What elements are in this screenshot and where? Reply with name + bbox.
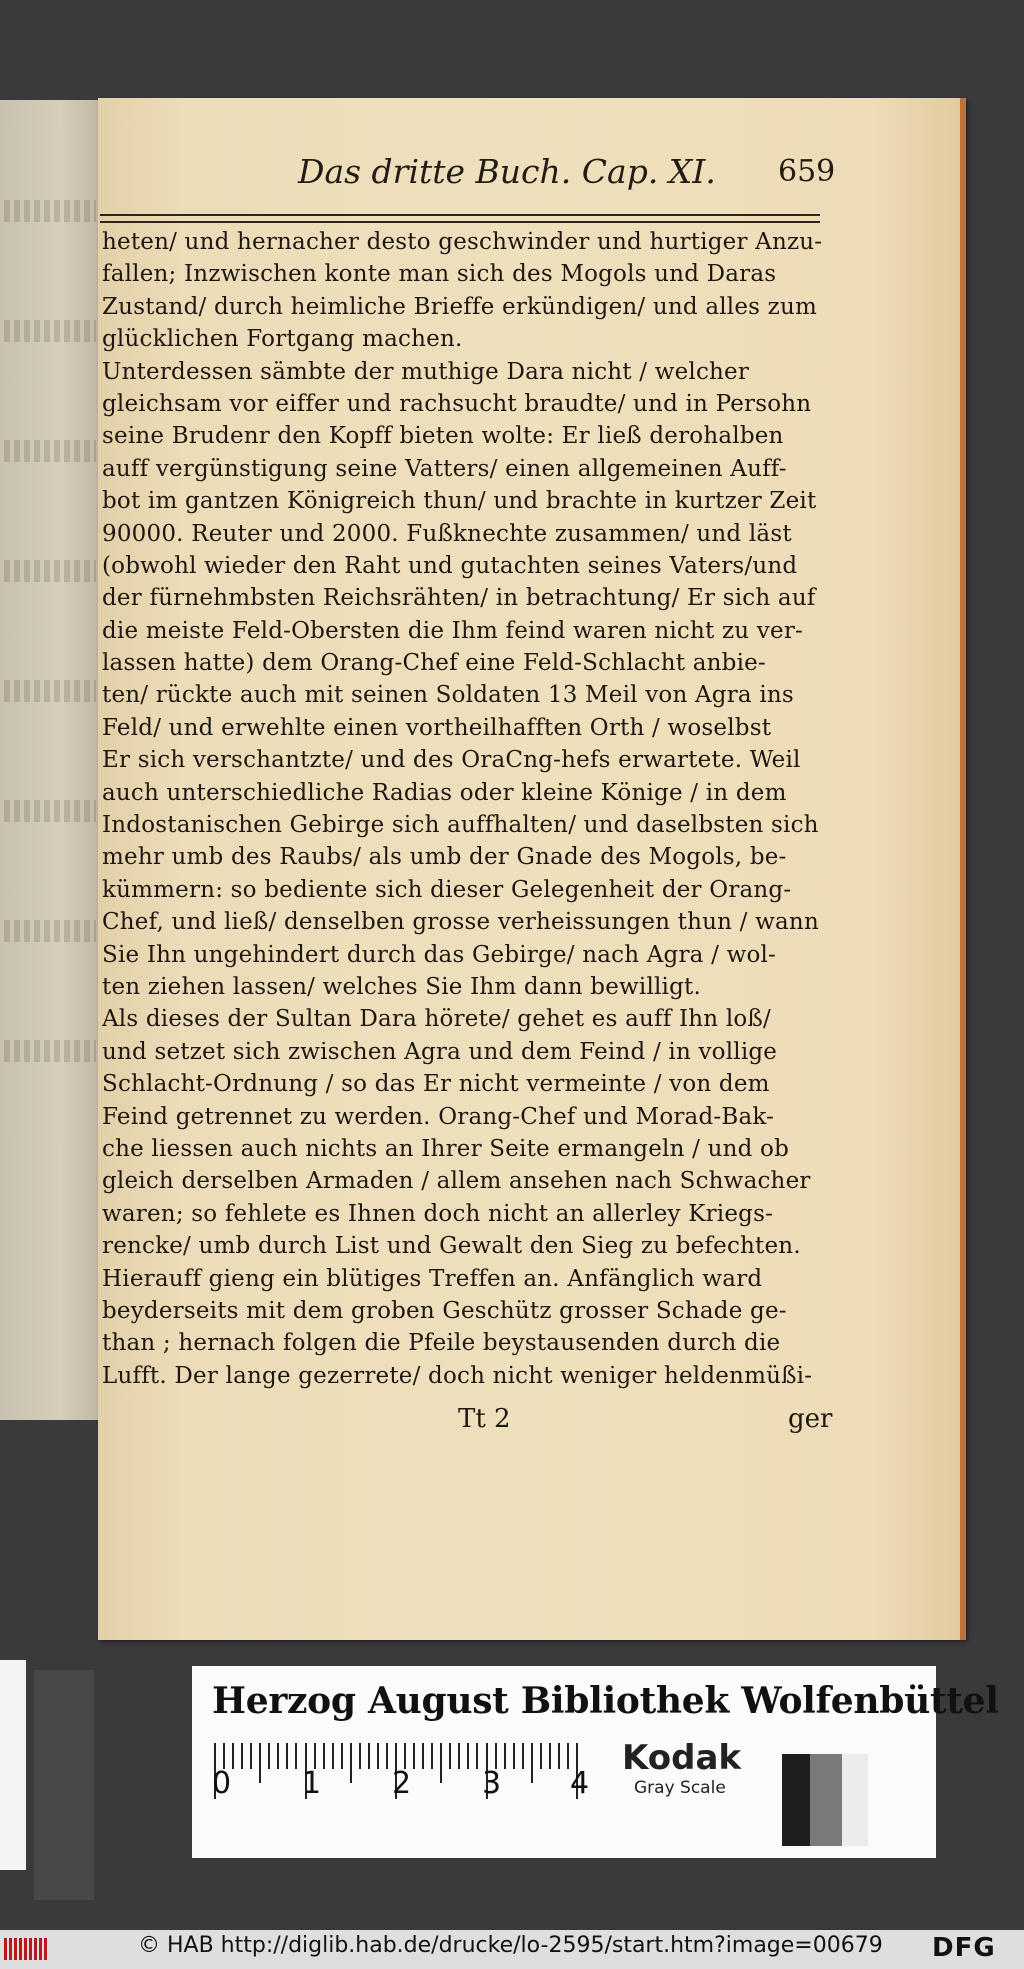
header-rule bbox=[100, 214, 820, 223]
bleed-through-text bbox=[4, 440, 96, 462]
text-line: Feld/ und erwehlte einen vortheilhafften Orth / woselbst bbox=[102, 714, 772, 741]
text-line: Unterdessen sämbte der muthige Dara nicht / welcher bbox=[102, 358, 750, 385]
scale-card bbox=[192, 1666, 999, 1858]
text-line: Schlacht-Ordnung / so das Er nicht vermeinte / von dem bbox=[102, 1071, 770, 1098]
ruler-tick bbox=[241, 1743, 243, 1769]
ruler-tick bbox=[531, 1743, 533, 1783]
ruler-tick bbox=[504, 1743, 506, 1769]
ruler-tick bbox=[549, 1743, 551, 1769]
bleed-through-text bbox=[4, 320, 96, 342]
running-head-title: Das dritte Buch. Cap. XI. bbox=[298, 152, 716, 191]
ruler-tick bbox=[268, 1743, 270, 1769]
ruler-tick bbox=[286, 1743, 288, 1769]
ruler-tick bbox=[323, 1743, 325, 1769]
text-line: Als dieses der Sultan Dara hörete/ gehet es auff Ihn loß/ bbox=[102, 1006, 771, 1033]
text-line: bot im gantzen Königreich thun/ und brachte in kurtzer Zeit bbox=[102, 488, 817, 515]
ruler-tick bbox=[458, 1743, 460, 1769]
ruler-tick bbox=[368, 1743, 370, 1769]
text-line: heten/ und hernacher desto geschwinder und hurtiger Anzu- bbox=[102, 229, 822, 255]
text-line: Indostanischen Gebirge sich auffhalten/ und daselbsten sich bbox=[102, 812, 819, 839]
color-chart-edge bbox=[0, 1660, 26, 1870]
page-number: 659 bbox=[778, 154, 836, 189]
ruler-tick bbox=[540, 1743, 542, 1769]
text-line: Sie Ihn ungehindert durch das Gebirge/ nach Agra / wol- bbox=[102, 941, 777, 968]
ruler-tick bbox=[558, 1743, 560, 1769]
text-line: mehr umb des Raubs/ als umb der Gnade des Mogols, be- bbox=[102, 844, 787, 871]
book-page bbox=[98, 98, 966, 1640]
ruler-tick bbox=[332, 1743, 334, 1769]
previous-page-edge bbox=[0, 100, 100, 1420]
signature-mark: Tt 2 bbox=[458, 1404, 511, 1434]
text-line: (obwohl wieder den Raht und gutachten seines Vaters/und bbox=[102, 552, 798, 579]
ruler-tick bbox=[476, 1743, 478, 1769]
dfg-logo: DFG bbox=[932, 1933, 996, 1963]
ruler-tick bbox=[413, 1743, 415, 1769]
ruler-tick bbox=[386, 1743, 388, 1769]
gray-swatch-light bbox=[842, 1754, 868, 1846]
kodak-logo: Kodak bbox=[622, 1738, 741, 1778]
bleed-through-text bbox=[4, 800, 96, 822]
catchword: ger bbox=[788, 1404, 833, 1434]
bleed-through-text bbox=[4, 1040, 96, 1062]
text-line: che liessen auch nichts an Ihrer Seite ermangeln / und ob bbox=[102, 1135, 790, 1162]
ruler-number: 2 bbox=[392, 1766, 412, 1801]
ruler-tick bbox=[377, 1743, 379, 1769]
gray-scale-label: Gray Scale bbox=[634, 1778, 726, 1798]
holder-edge bbox=[34, 1670, 94, 1900]
text-line: Zustand/ durch heimliche Brieffe erkündigen/ und alles zum bbox=[102, 293, 818, 320]
gray-swatch-mid bbox=[810, 1754, 842, 1846]
text-line: kümmern: so bediente sich dieser Gelegenheit der Orang- bbox=[102, 876, 792, 903]
ruler-number: 3 bbox=[482, 1766, 502, 1801]
text-line: Lufft. Der lange gezerrete/ doch nicht weniger heldenmüßi- bbox=[102, 1362, 813, 1389]
bleed-through-text bbox=[4, 920, 96, 942]
ruler-tick bbox=[350, 1743, 352, 1783]
ruler-tick bbox=[440, 1743, 442, 1783]
ruler-tick bbox=[422, 1743, 424, 1769]
ruler-tick bbox=[359, 1743, 361, 1769]
text-line: seine Brudenr den Kopff bieten wolte: Er ließ derohalben bbox=[102, 423, 784, 450]
citation-link[interactable]: © HAB http://diglib.hab.de/drucke/lo-2595/start.htm?image=00679 bbox=[138, 1933, 883, 1958]
text-line: rencke/ umb durch List und Gewalt den Sieg zu befechten. bbox=[102, 1233, 801, 1260]
text-line: auff vergünstigung seine Vatters/ einen allgemeinen Auff- bbox=[102, 455, 787, 482]
text-line: waren; so fehlete es Ihnen doch nicht an allerley Kriegs- bbox=[102, 1200, 774, 1227]
text-line: ten/ rückte auch mit seinen Soldaten 13 Meil von Agra ins bbox=[102, 682, 794, 709]
hab-logo-icon bbox=[4, 1938, 48, 1960]
bleed-through-text bbox=[4, 560, 96, 582]
ruler-tick bbox=[431, 1743, 433, 1769]
text-line: lassen hatte) dem Orang-Chef eine Feld-Schlacht anbie- bbox=[102, 650, 766, 677]
text-line: Chef, und ließ/ denselben grosse verheissungen thun / wann bbox=[102, 909, 819, 936]
ruler-tick bbox=[522, 1743, 524, 1769]
ruler-tick bbox=[513, 1743, 515, 1769]
library-name: Herzog August Bibliothek Wolfenbüttel bbox=[212, 1680, 999, 1722]
text-line: beyderseits mit dem groben Geschütz grosser Schade ge- bbox=[102, 1297, 787, 1324]
text-line: gleichsam vor eiffer und rachsucht braudte/ und in Persohn bbox=[102, 390, 812, 417]
gray-swatch-dark bbox=[782, 1754, 810, 1846]
ruler-number: 4 bbox=[570, 1766, 590, 1801]
text-line: ten ziehen lassen/ welches Sie Ihm dann bewilligt. bbox=[102, 973, 701, 1000]
running-head bbox=[98, 148, 960, 198]
ruler-tick bbox=[250, 1743, 252, 1769]
ruler-tick bbox=[449, 1743, 451, 1769]
text-line: 90000. Reuter und 2000. Fußknechte zusammen/ und läst bbox=[102, 520, 792, 547]
body-text bbox=[102, 226, 822, 1392]
bleed-through-text bbox=[4, 200, 96, 222]
text-line: glücklichen Fortgang machen. bbox=[102, 326, 463, 353]
text-line: gleich derselben Armaden / allem ansehen nach Schwacher bbox=[102, 1168, 811, 1195]
text-line: die meiste Feld-Obersten die Ihm feind waren nicht zu ver- bbox=[102, 617, 803, 644]
ruler-number: 1 bbox=[302, 1766, 322, 1801]
text-line: fallen; Inzwischen konte man sich des Mogols und Daras bbox=[102, 261, 777, 288]
footer-bar bbox=[0, 1930, 1024, 1969]
ruler-number: 0 bbox=[212, 1766, 232, 1801]
text-line: than ; hernach folgen die Pfeile beystausenden durch die bbox=[102, 1330, 781, 1357]
text-line: Hierauff gieng ein blütiges Treffen an. Anfänglich ward bbox=[102, 1265, 763, 1292]
text-line: der fürnehmbsten Reichsrähten/ in betrachtung/ Er sich auf bbox=[102, 585, 816, 612]
text-line: und setzet sich zwischen Agra und dem Feind / in vollige bbox=[102, 1038, 778, 1065]
ruler-tick bbox=[277, 1743, 279, 1769]
ruler-tick bbox=[295, 1743, 297, 1769]
ruler-tick bbox=[341, 1743, 343, 1769]
bleed-through-text bbox=[4, 680, 96, 702]
ruler-tick bbox=[467, 1743, 469, 1769]
ruler-tick bbox=[567, 1743, 569, 1769]
text-line: auch unterschiedliche Radias oder kleine Könige / in dem bbox=[102, 779, 787, 806]
ruler-tick bbox=[232, 1743, 234, 1769]
text-line: Er sich verschantzte/ und des OraCng-hefs erwartete. Weil bbox=[102, 747, 801, 774]
text-line: Feind getrennet zu werden. Orang-Chef und Morad-Bak- bbox=[102, 1103, 775, 1130]
ruler-tick bbox=[259, 1743, 261, 1783]
